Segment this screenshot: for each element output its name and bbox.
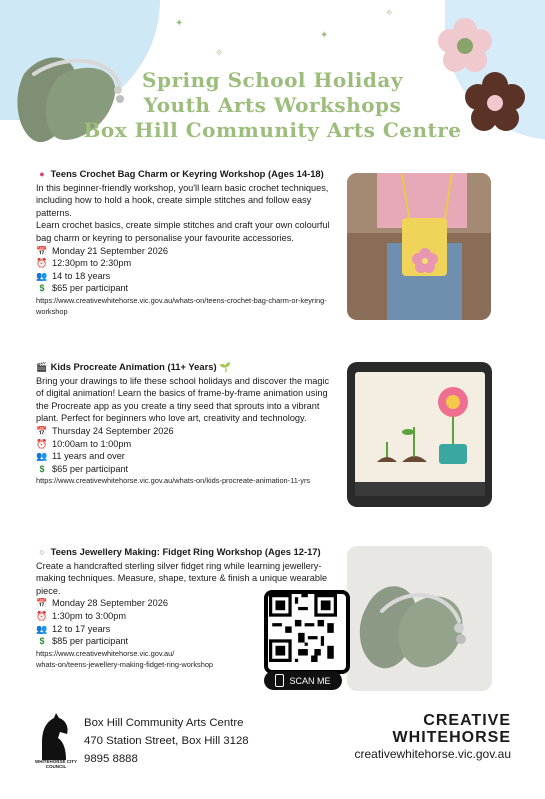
workshop-ages: 12 to 17 years xyxy=(52,623,111,634)
workshop-time: 1:30pm to 3:00pm xyxy=(52,610,127,621)
footer-address-block xyxy=(84,714,249,768)
brand-line-1: CREATIVE xyxy=(423,712,511,729)
page-title xyxy=(20,68,525,143)
workshop-description: Bring your drawings to life these school holidays and discover the magic of digital animation! Learn the basics of frame-by-frame animation using the Procreate app as you create a tiny seed that sprouts into a vibrant plant. Perfect for beginners who love art, creativity and technology. xyxy=(36,375,330,424)
scan-me-badge xyxy=(264,671,342,690)
title-line: Box Hill Community Arts Centre xyxy=(83,118,462,142)
workshop-date: Monday 28 September 2026 xyxy=(52,598,168,609)
title-line: Spring School Holiday xyxy=(142,68,403,92)
procreate-tablet-photo xyxy=(347,362,492,507)
workshop-description: In this beginner-friendly workshop, you'll learn basic crochet techniques, including how to hold a hook, create simple stitches and follow easy patterns. xyxy=(36,182,329,218)
people-icon: 👥 xyxy=(36,451,48,462)
workshop-ages: 14 to 18 years xyxy=(52,270,111,281)
dollar-icon: $ xyxy=(39,283,45,294)
council-logo-text: WHITEHORSE CITY COUNCIL xyxy=(34,759,77,769)
alarm-clock-icon: ⏰ xyxy=(36,438,48,449)
calendar-icon: 📅 xyxy=(36,425,48,436)
scan-me-label: SCAN ME xyxy=(289,675,331,686)
workshop-date: Thursday 24 September 2026 xyxy=(52,425,174,436)
dollar-icon: $ xyxy=(39,636,45,647)
phone-icon xyxy=(275,674,284,687)
street-address: 470 Station Street, Box Hill 3128 xyxy=(84,735,249,747)
workshop-title: ○ Teens Jewellery Making: Fidget Ring Workshop (Ages 12-17) xyxy=(36,546,336,559)
sparkle-icon: ✧ xyxy=(215,48,224,59)
ring-icon: ○ xyxy=(39,547,45,557)
alarm-clock-icon: ⏰ xyxy=(36,610,48,621)
sparkle-icon: ✦ xyxy=(175,18,184,29)
sparkle-icon: ✧ xyxy=(385,8,394,19)
workshop-time: 12:30pm to 2:30pm xyxy=(52,258,132,269)
dollar-icon: $ xyxy=(39,463,45,474)
crochet-bag-photo xyxy=(347,173,491,320)
workshop-procreate xyxy=(36,361,336,487)
workshop-link[interactable]: https://www.creativewhitehorse.vic.gov.au/whats-on/kids-procreate-animation-11-yrs xyxy=(36,476,311,486)
calendar-icon: 📅 xyxy=(36,598,48,609)
people-icon: 👥 xyxy=(36,270,48,281)
workshop-crochet xyxy=(36,168,336,318)
creative-whitehorse-brand xyxy=(354,712,511,761)
whitehorse-horse-logo-icon xyxy=(36,712,72,762)
website-link[interactable]: creativewhitehorse.vic.gov.au xyxy=(354,747,511,761)
sparkle-icon: ✦ xyxy=(320,30,329,41)
workshop-time: 10:00am to 1:00pm xyxy=(52,438,132,449)
title-line: Youth Arts Workshops xyxy=(143,93,402,117)
workshop-link[interactable]: https://www.creativewhitehorse.vic.gov.au/whats-on/teens-crochet-bag-charm-or-keyring-workshop xyxy=(36,295,327,316)
people-icon: 👥 xyxy=(36,623,48,634)
workshop-title: ● Teens Crochet Bag Charm or Keyring Workshop (Ages 14-18) xyxy=(36,168,336,181)
workshop-price: $65 per participant xyxy=(52,463,129,474)
phone-number: 9895 8888 xyxy=(84,753,138,765)
qr-code-pattern xyxy=(268,594,338,662)
fidget-ring-photo xyxy=(347,546,492,691)
yarn-ball-icon: ● xyxy=(39,169,45,179)
workshop-ages: 11 years and over xyxy=(52,451,125,462)
calendar-icon: 📅 xyxy=(36,245,48,256)
workshop-price: $85 per participant xyxy=(52,636,129,647)
venue-name: Box Hill Community Arts Centre xyxy=(84,717,244,729)
seedling-icon: 🌱 xyxy=(219,362,231,372)
workshop-description: Learn crochet basics, create simple stitches and craft your own colourful bag charm or keyring to personalise your favourite accessories. xyxy=(36,220,330,243)
workshop-link[interactable]: https://www.creativewhitehorse.vic.gov.au/ whats-on/teens-jewellery-making-fidget-ring-workshop xyxy=(36,648,214,669)
workshop-description: Create a handcrafted sterling silver fidget ring while learning jewellery-making techniques. Measure, shape, texture & finish a unique wearable piece. xyxy=(36,560,328,596)
qr-code[interactable] xyxy=(264,590,350,674)
workshop-price: $65 per participant xyxy=(52,283,129,294)
alarm-clock-icon: ⏰ xyxy=(36,258,48,269)
brand-line-2: WHITEHORSE xyxy=(392,729,511,746)
workshop-title: 🎬 Kids Procreate Animation (11+ Years) 🌱 xyxy=(36,361,231,372)
workshop-date: Monday 21 September 2026 xyxy=(52,245,168,256)
clapperboard-icon: 🎬 xyxy=(36,362,48,372)
